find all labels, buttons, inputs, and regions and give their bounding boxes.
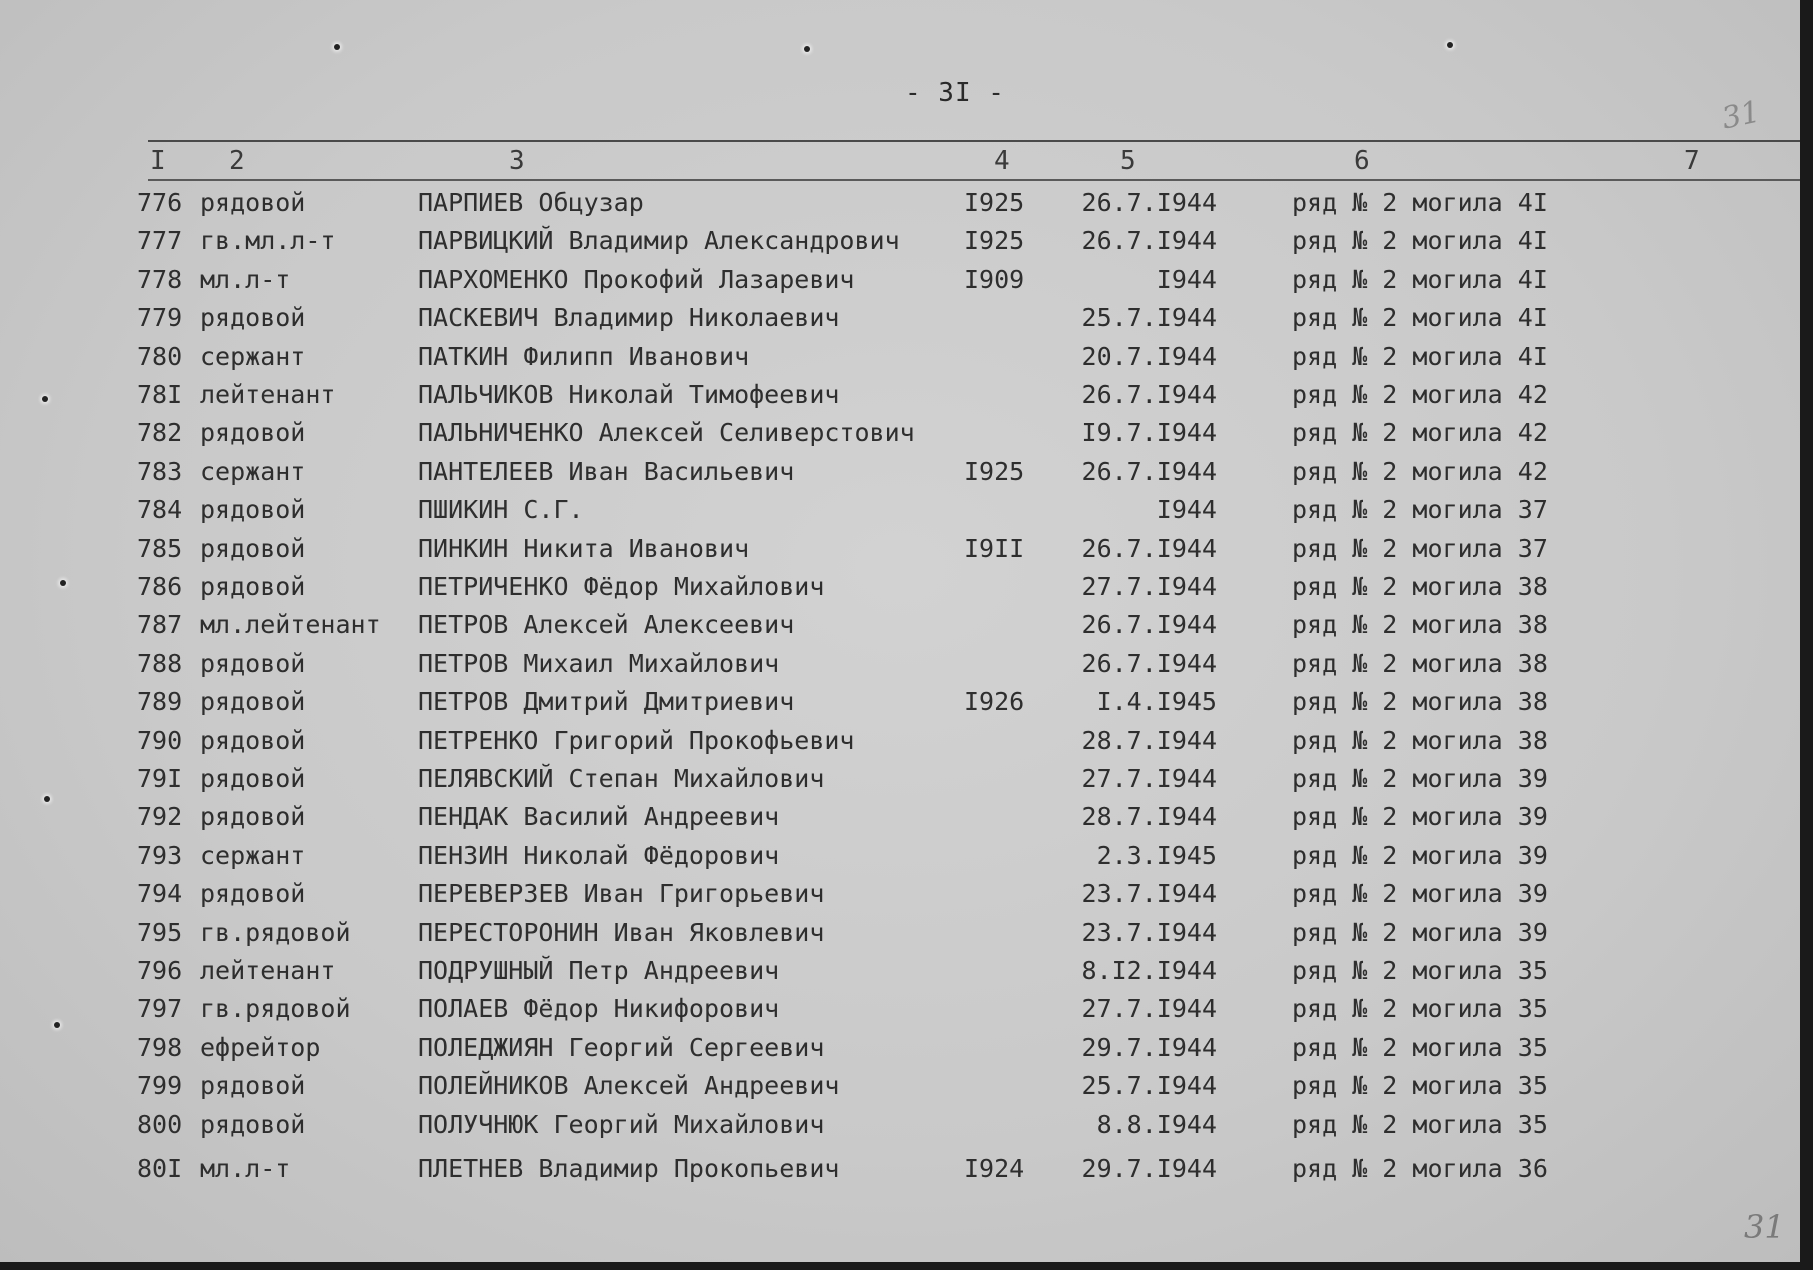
burial-location: ряд № 2 могила 42 xyxy=(1292,456,1548,486)
military-rank: ефрейтор xyxy=(200,1032,321,1062)
full-name: ПАТКИН Филипп Иванович xyxy=(418,341,750,371)
full-name: ПЕНЗИН Николай Фёдорович xyxy=(418,840,780,870)
military-rank: мл.л-т xyxy=(200,264,291,294)
table-row xyxy=(0,495,1800,531)
full-name: ПЕТРОВ Дмитрий Дмитриевич xyxy=(418,687,795,717)
date-of-death: 23.7.I944 xyxy=(1081,917,1217,947)
row-number: 792 xyxy=(137,802,183,832)
burial-location: ряд № 2 могила 38 xyxy=(1292,648,1548,678)
column-heading-5: 5 xyxy=(1120,146,1136,176)
table-row xyxy=(0,534,1800,570)
full-name: ПОЛЕЙНИКОВ Алексей Андреевич xyxy=(418,1071,840,1101)
military-rank: рядовой xyxy=(200,1109,306,1139)
full-name: ПЕРЕСТОРОНИН Иван Яковлевич xyxy=(418,917,825,947)
military-rank: сержант xyxy=(200,840,306,870)
full-name: ПОЛЕДЖИЯН Георгий Сергеевич xyxy=(418,1032,825,1062)
row-number: 784 xyxy=(137,495,183,525)
table-row xyxy=(0,226,1800,262)
full-name: ПЕТРИЧЕНКО Фёдор Михайлович xyxy=(418,572,825,601)
date-of-death: 28.7.I944 xyxy=(1081,725,1217,755)
military-rank: рядовой xyxy=(200,725,306,755)
table-row xyxy=(0,764,1800,800)
row-number: 785 xyxy=(137,533,183,563)
burial-location: ряд № 2 могила 35 xyxy=(1292,956,1548,985)
date-of-death: 26.7.I944 xyxy=(1081,648,1217,678)
burial-location: ряд № 2 могила 37 xyxy=(1292,495,1548,525)
date-of-death: 26.7.I944 xyxy=(1081,610,1217,640)
table-row xyxy=(0,649,1800,685)
date-of-death: 23.7.I944 xyxy=(1081,879,1217,909)
military-rank: сержант xyxy=(200,341,306,371)
column-heading-3: 3 xyxy=(509,146,525,176)
military-rank: рядовой xyxy=(200,648,306,678)
burial-location: ряд № 2 могила 42 xyxy=(1292,418,1548,448)
table-row xyxy=(0,610,1800,646)
burial-location: ряд № 2 могила 39 xyxy=(1292,802,1548,832)
burial-location: ряд № 2 могила 35 xyxy=(1292,994,1548,1024)
full-name: ПАСКЕВИЧ Владимир Николаевич xyxy=(418,303,840,333)
date-of-death: 29.7.I944 xyxy=(1081,1032,1217,1062)
table-row xyxy=(0,802,1800,838)
full-name: ПОЛАЕВ Фёдор Никифорович xyxy=(418,994,780,1024)
row-number: 786 xyxy=(137,572,183,601)
burial-location: ряд № 2 могила 4I xyxy=(1292,341,1548,371)
date-of-death: I9.7.I944 xyxy=(1081,418,1217,448)
row-number: 799 xyxy=(137,1071,183,1101)
full-name: ПАНТЕЛЕЕВ Иван Васильевич xyxy=(418,456,795,486)
row-number: 796 xyxy=(137,956,183,985)
pencil-folio-bottom: 31 xyxy=(1744,1208,1785,1246)
date-of-death: 26.7.I944 xyxy=(1081,533,1217,563)
date-of-death: 27.7.I944 xyxy=(1081,994,1217,1024)
burial-location: ряд № 2 могила 39 xyxy=(1292,879,1548,909)
pencil-folio-top: 31 xyxy=(1718,94,1764,137)
full-name: ПИНКИН Никита Иванович xyxy=(418,533,750,563)
burial-location: ряд № 2 могила 38 xyxy=(1292,725,1548,755)
date-of-death: 28.7.I944 xyxy=(1081,802,1217,832)
row-number: 782 xyxy=(137,418,183,448)
column-heading-6: 6 xyxy=(1354,146,1370,176)
row-number: 779 xyxy=(137,303,183,333)
row-number: 780 xyxy=(137,341,183,371)
table-row xyxy=(0,1071,1800,1107)
burial-location: ряд № 2 могила 37 xyxy=(1292,533,1548,563)
date-of-death: 26.7.I944 xyxy=(1081,226,1217,256)
military-rank: рядовой xyxy=(200,572,306,601)
table-row xyxy=(0,994,1800,1030)
date-of-death: 8.I2.I944 xyxy=(1081,956,1217,985)
date-of-death: 8.8.I944 xyxy=(1096,1109,1217,1139)
burial-location: ряд № 2 могила 38 xyxy=(1292,572,1548,601)
date-of-death: 20.7.I944 xyxy=(1081,341,1217,371)
burial-location: ряд № 2 могила 35 xyxy=(1292,1071,1548,1101)
full-name: ПЕНДАК Василий Андреевич xyxy=(418,802,780,832)
military-rank: мл.л-т xyxy=(200,1154,291,1183)
birth-year: I924 xyxy=(964,1154,1025,1183)
table-row xyxy=(0,418,1800,454)
full-name: ПЕЛЯВСКИЙ Степан Михайлович xyxy=(418,764,825,793)
row-number: 777 xyxy=(137,226,183,256)
table-row xyxy=(0,1154,1800,1190)
military-rank: рядовой xyxy=(200,879,306,909)
birth-year: I9II xyxy=(964,533,1025,563)
military-rank: рядовой xyxy=(200,764,306,793)
table-row xyxy=(0,457,1800,493)
military-rank: гв.мл.л-т xyxy=(200,226,336,256)
row-number: 787 xyxy=(137,610,183,640)
military-rank: рядовой xyxy=(200,303,306,333)
military-rank: рядовой xyxy=(200,533,306,563)
punch-hole xyxy=(1447,42,1453,48)
table-row xyxy=(0,380,1800,416)
military-rank: лейтенант xyxy=(200,956,336,985)
row-number: 789 xyxy=(137,687,183,717)
full-name: ПОЛУЧНЮК Георгий Михайлович xyxy=(418,1109,825,1139)
date-of-death: I944 xyxy=(1156,495,1217,525)
military-rank: лейтенант xyxy=(200,380,336,409)
row-number: 795 xyxy=(137,917,183,947)
date-of-death: 25.7.I944 xyxy=(1081,1071,1217,1101)
burial-location: ряд № 2 могила 35 xyxy=(1292,1109,1548,1139)
military-rank: рядовой xyxy=(200,188,306,217)
row-number: 778 xyxy=(137,264,183,294)
burial-location: ряд № 2 могила 39 xyxy=(1292,840,1548,870)
row-number: 793 xyxy=(137,840,183,870)
table-row xyxy=(0,342,1800,378)
table-row xyxy=(0,572,1800,608)
full-name: ПЕТРОВ Алексей Алексеевич xyxy=(418,610,795,640)
row-number: 78I xyxy=(137,380,183,409)
row-number: 776 xyxy=(137,188,183,217)
date-of-death: 27.7.I944 xyxy=(1081,572,1217,601)
full-name: ПАРПИЕВ Обцузар xyxy=(418,188,644,217)
burial-location: ряд № 2 могила 4I xyxy=(1292,226,1548,256)
full-name: ПЛЕТНЕВ Владимир Прокопьевич xyxy=(418,1154,840,1183)
birth-year: I925 xyxy=(964,188,1025,217)
table-row xyxy=(0,956,1800,992)
column-heading-2: 2 xyxy=(229,146,245,176)
row-number: 783 xyxy=(137,456,183,486)
military-rank: гв.рядовой xyxy=(200,994,351,1024)
full-name: ПАРХОМЕНКО Прокофий Лазаревич xyxy=(418,264,855,294)
birth-year: I926 xyxy=(964,687,1025,717)
column-heading-7: 7 xyxy=(1684,146,1700,176)
military-rank: сержант xyxy=(200,456,306,486)
table-row xyxy=(0,841,1800,877)
table-row xyxy=(0,918,1800,954)
date-of-death: I944 xyxy=(1156,264,1217,294)
page-number: - 3I - xyxy=(905,78,1005,108)
burial-location: ряд № 2 могила 39 xyxy=(1292,917,1548,947)
table-row xyxy=(0,726,1800,762)
row-number: 798 xyxy=(137,1032,183,1062)
header-rule-bottom xyxy=(148,179,1800,181)
burial-location: ряд № 2 могила 38 xyxy=(1292,687,1548,717)
table-row xyxy=(0,687,1800,723)
military-rank: рядовой xyxy=(200,802,306,832)
column-heading-4: 4 xyxy=(994,146,1010,176)
row-number: 790 xyxy=(137,725,183,755)
full-name: ПАРВИЦКИЙ Владимир Александрович xyxy=(418,226,900,256)
row-number: 794 xyxy=(137,879,183,909)
military-rank: гв.рядовой xyxy=(200,917,351,947)
row-number: 788 xyxy=(137,648,183,678)
date-of-death: I.4.I945 xyxy=(1096,687,1217,717)
birth-year: I925 xyxy=(964,226,1025,256)
burial-location: ряд № 2 могила 36 xyxy=(1292,1154,1548,1183)
punch-hole xyxy=(804,46,810,52)
date-of-death: 26.7.I944 xyxy=(1081,380,1217,409)
table-row xyxy=(0,265,1800,301)
burial-location: ряд № 2 могила 35 xyxy=(1292,1032,1548,1062)
table-row xyxy=(0,1110,1800,1146)
row-number: 800 xyxy=(137,1109,183,1139)
full-name: ПШИКИН С.Г. xyxy=(418,495,584,525)
burial-location: ряд № 2 могила 42 xyxy=(1292,380,1548,409)
military-rank: рядовой xyxy=(200,1071,306,1101)
date-of-death: 26.7.I944 xyxy=(1081,188,1217,217)
full-name: ПАЛЬНИЧЕНКО Алексей Селиверстович xyxy=(418,418,915,448)
burial-location: ряд № 2 могила 4I xyxy=(1292,303,1548,333)
row-number: 797 xyxy=(137,994,183,1024)
birth-year: I925 xyxy=(964,456,1025,486)
burial-location: ряд № 2 могила 4I xyxy=(1292,188,1548,217)
burial-location: ряд № 2 могила 38 xyxy=(1292,610,1548,640)
table-row xyxy=(0,1033,1800,1069)
row-number: 80I xyxy=(137,1154,183,1183)
full-name: ПЕТРЕНКО Григорий Прокофьевич xyxy=(418,725,855,755)
table-row xyxy=(0,879,1800,915)
column-heading-1: I xyxy=(150,146,166,176)
full-name: ПЕТРОВ Михаил Михайлович xyxy=(418,648,780,678)
burial-location: ряд № 2 могила 39 xyxy=(1292,764,1548,793)
burial-location: ряд № 2 могила 4I xyxy=(1292,264,1548,294)
military-rank: рядовой xyxy=(200,418,306,448)
date-of-death: 26.7.I944 xyxy=(1081,456,1217,486)
full-name: ПОДРУШНЫЙ Петр Андреевич xyxy=(418,956,780,985)
full-name: ПАЛЬЧИКОВ Николай Тимофеевич xyxy=(418,380,840,409)
military-rank: рядовой xyxy=(200,687,306,717)
military-rank: рядовой xyxy=(200,495,306,525)
header-rule-top xyxy=(148,140,1800,142)
table-row xyxy=(0,303,1800,339)
military-rank: мл.лейтенант xyxy=(200,610,381,640)
full-name: ПЕРЕВЕРЗЕВ Иван Григорьевич xyxy=(418,879,825,909)
table-row xyxy=(0,188,1800,224)
punch-hole xyxy=(334,44,340,50)
date-of-death: 2.3.I945 xyxy=(1096,840,1217,870)
birth-year: I909 xyxy=(964,264,1025,294)
date-of-death: 25.7.I944 xyxy=(1081,303,1217,333)
date-of-death: 29.7.I944 xyxy=(1081,1154,1217,1183)
row-number: 79I xyxy=(137,764,183,793)
date-of-death: 27.7.I944 xyxy=(1081,764,1217,793)
